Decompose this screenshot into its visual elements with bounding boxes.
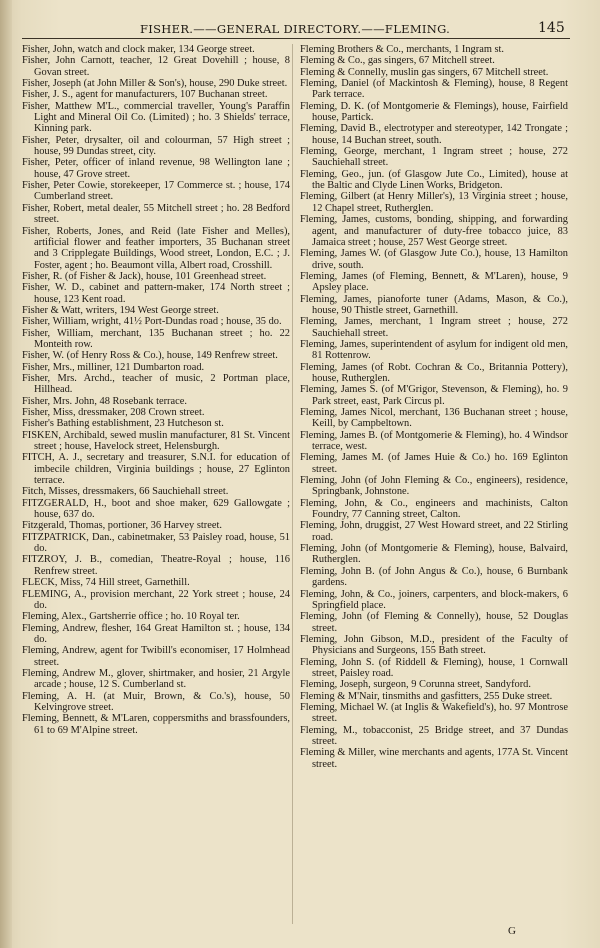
directory-entry: Fisher, Peter, officer of inland revenue, 98 Wellington lane ; house, 47 Grove street. (22, 157, 290, 180)
running-title: FISHER.——GENERAL DIRECTORY.——FLEMING. (140, 22, 451, 36)
directory-entry: Fisher's Bathing establishment, 23 Hutcheson st. (22, 418, 224, 430)
directory-entry: Fleming, John, druggist, 27 West Howard street, and 22 Stirling road. (300, 520, 568, 543)
directory-entry: Fisher, John, watch and clock maker, 134 George street. (22, 44, 255, 55)
directory-entry: Fleming, D. K. (of Montgomerie & Flemings), house, Fairfield house, Partick. (300, 100, 568, 124)
directory-entry: Fleming, Andrew, agent for Twibill's economiser, 17 Holmhead street. (22, 645, 290, 668)
directory-entry: Fleming, James, pianoforte tuner (Adams, Mason, & Co.), house, 90 Thistle street, Garnethill. (300, 293, 568, 316)
directory-entry: Fleming, James S. (of M'Grigor, Stevenson, & Fleming), ho. 9 Park street, east, Park Circus pl. (300, 384, 568, 407)
directory-entry: Fisher, Peter Cowie, storekeeper, 17 Commerce st. ; house, 174 Cumberland street. (22, 180, 290, 203)
directory-entry: Fleming, John (of John Fleming & Co., engineers), residence, Springbank, Johnstone. (300, 475, 568, 498)
directory-entry: Fisher, J. S., agent for manufacturers, 107 Buchanan street. (22, 89, 268, 101)
directory-entry: Fisher, Mrs. Archd., teacher of music, 2 Portman place, Hillhead. (22, 372, 290, 396)
directory-entry: Fleming, Alex., Gartsherrie office ; ho. 10 Royal ter. (22, 611, 240, 623)
signature-mark: G (508, 925, 516, 937)
page-number: 145 (538, 20, 565, 36)
directory-entry: Fleming, Joseph, surgeon, 9 Corunna street, Sandyford. (300, 679, 531, 691)
directory-entry: Fleming, James M. (of James Huie & Co.) ho. 169 Eglinton street. (300, 452, 568, 475)
directory-entry: Fleming, James, superintendent of asylum for indigent old men, 81 Rottenrow. (300, 338, 568, 362)
directory-entry: Fleming, Andrew, flesher, 164 Great Hamilton st. ; house, 134 do. (22, 622, 290, 645)
directory-entry: Fleming, James B. (of Montgomerie & Fleming), ho. 4 Windsor terrace, west. (300, 429, 568, 453)
directory-entry: Fisher, Peter, drysalter, oil and colourman, 57 High street ; house, 99 Dundas street, city. (22, 134, 290, 158)
directory-entry: Fisher & Watt, writers, 194 West George street. (22, 304, 219, 316)
directory-entry: Fleming, John S. (of Riddell & Fleming), house, 1 Cornwall street, Paisley road. (300, 656, 568, 679)
column-divider (292, 44, 293, 924)
directory-entry: Fleming & Connelly, muslin gas singers, 67 Mitchell street. (300, 66, 549, 78)
directory-entry: Fleming, David B., electrotyper and stereotyper, 142 Trongate ; house, 14 Buchan street, south. (300, 123, 568, 146)
directory-entry: Fleming, John B. (of John Angus & Co.), house, 6 Burnbank gardens. (300, 565, 568, 589)
directory-entry: Fisher, Matthew M'L., commercial traveller, Young's Paraffin Light and Mineral Oil Co. (Limited) ; ho. 3 Shields' terrace, Kinning park. (22, 100, 290, 135)
directory-entry: Fitzgerald, Thomas, portioner, 36 Harvey street. (22, 520, 222, 532)
directory-entry: Fitch, Misses, dressmakers, 66 Sauchiehall street. (22, 486, 229, 498)
directory-entry: Fleming, John, & Co., engineers and machinists, Calton Foundry, 77 Canning street, Calton. (300, 497, 568, 521)
directory-entry: Fleming & M'Nair, tinsmiths and gasfitters, 255 Duke street. (300, 690, 553, 702)
directory-entry: Fisher, Robert, metal dealer, 55 Mitchell street ; ho. 28 Bedford street. (22, 202, 290, 226)
directory-entry: Fleming, James W. (of Glasgow Jute Co.), house, 13 Hamilton drive, south. (300, 248, 568, 271)
directory-entry: Fleming, James, merchant, 1 Ingram street ; house, 272 Sauchiehall street. (300, 316, 568, 339)
directory-entry: Fleming, A. H. (at Muir, Brown, & Co.'s), house, 50 Kelvingrove street. (22, 690, 290, 713)
directory-entry: Fisher, Roberts, Jones, and Reid (late Fisher and Melles), artificial flower and feather importers, 35 Buchanan street and 3 Cripplegate Buildings, Wood street, London, E.C. ; J. Foster, agent ; ho. Beaumont villa, Albert road, Crosshill. (22, 225, 290, 271)
directory-entry: Fleming, John (of Montgomerie & Fleming), house, Balvaird, Rutherglen. (300, 543, 568, 566)
directory-entry: Fleming, Michael W. (at Inglis & Wakefield's), ho. 97 Montrose street. (300, 701, 568, 725)
directory-entry: Fisher, Mrs., milliner, 121 Dumbarton road. (22, 361, 205, 373)
directory-entry: Fleming, John Gibson, M.D., president of the Faculty of Physicians and Surgeons, 155 Bath street. (300, 633, 568, 657)
right-column (300, 44, 568, 770)
directory-entry: Fisher, William, wright, 41½ Port-Dundas road ; house, 35 do. (22, 316, 282, 328)
left-column (22, 44, 290, 736)
directory-entry: Fleming, George, merchant, 1 Ingram street ; house, 272 Sauchiehall street. (300, 146, 568, 169)
directory-entry: Fleming Brothers & Co., merchants, 1 Ingram st. (300, 44, 505, 55)
directory-entry: Fisher, Mrs. John, 48 Rosebank terrace. (22, 395, 187, 407)
directory-entry: FITZGERALD, H., boot and shoe maker, 629 Gallowgate ; house, 637 do. (22, 497, 290, 521)
directory-entry: Fleming, James (of Robt. Cochran & Co., Britannia Pottery), house, Rutherglen. (300, 361, 568, 384)
header-rule (22, 38, 570, 39)
directory-entry: Fisher, William, merchant, 135 Buchanan street ; ho. 22 Monteith row. (22, 327, 290, 350)
directory-entry: Fisher, W. D., cabinet and pattern-maker, 174 North street ; house, 123 Kent road. (22, 282, 290, 305)
directory-entry: Fleming, John (of Fleming & Connelly), house, 52 Douglas street. (300, 611, 568, 634)
directory-entry: FITCH, A. J., secretary and treasurer, S.N.I. for education of imbecile children, Virginia buildings ; house, 27 Eglinton terrace. (22, 452, 290, 487)
directory-entry: FISKEN, Archibald, sewed muslin manufacturer, 81 St. Vincent street ; house, Havelock street, Helensburgh. (22, 429, 290, 453)
directory-entry: Fleming, M., tobacconist, 25 Bridge street, and 37 Dundas street. (300, 724, 568, 747)
directory-entry: Fleming, Geo., jun. (of Glasgow Jute Co., Limited), house at the Baltic and Clyde Linen Works, Bridgeton. (300, 168, 568, 192)
directory-entry: Fisher, R. (of Fisher & Jack), house, 101 Greenhead street. (22, 270, 267, 282)
directory-entry: FITZROY, J. B., comedian, Theatre-Royal ; house, 116 Renfrew street. (22, 554, 290, 577)
directory-entry: Fleming, James (of Fleming, Bennett, & M'Laren), house, 9 Apsley place. (300, 270, 568, 294)
directory-entry: Fleming & Miller, wine merchants and agents, 177A St. Vincent street. (300, 747, 568, 770)
directory-entry: Fisher, W. (of Henry Ross & Co.), house, 149 Renfrew street. (22, 350, 278, 362)
directory-entry: Fleming, James Nicol, merchant, 136 Buchanan street ; house, Keill, by Campbeltown. (300, 407, 568, 430)
binding-gutter (0, 0, 12, 948)
directory-entry: FLEMING, A., provision merchant, 22 York street ; house, 24 do. (22, 588, 290, 611)
directory-entry: Fisher, Miss, dressmaker, 208 Crown street. (22, 407, 205, 418)
directory-entry: Fisher, John Carnott, teacher, 12 Great Dovehill ; house, 8 Govan street. (22, 55, 290, 78)
directory-entry: FLECK, Miss, 74 Hill street, Garnethill. (22, 577, 190, 589)
directory-entry: Fleming, John, & Co., joiners, carpenters, and block-makers, 6 Springfield place. (300, 588, 568, 611)
directory-entry: Fleming, Gilbert (at Henry Miller's), 13 Virginia street ; house, 12 Chapel street, Rutherglen. (300, 191, 568, 214)
directory-entry: Fleming & Co., gas singers, 67 Mitchell street. (300, 55, 495, 67)
directory-entry: Fisher, Joseph (at John Miller & Son's), house, 290 Duke street. (22, 78, 288, 90)
directory-entry: Fleming, Andrew M., glover, shirtmaker, and hosier, 21 Argyle arcade ; house, 12 S. Cumberland st. (22, 667, 290, 691)
directory-entry: Fleming, Daniel (of Mackintosh & Fleming), house, 8 Regent Park terrace. (300, 78, 568, 101)
directory-entry: Fleming, James, customs, bonding, shipping, and forwarding agent, and manufacturer of duty-free tobacco juice, 83 Jamaica street ; house, 257 West George street. (300, 214, 568, 248)
directory-entry: FITZPATRICK, Dan., cabinetmaker, 53 Paisley road, house, 51 do. (22, 531, 290, 555)
directory-entry: Fleming, Bennett, & M'Laren, coppersmiths and brassfounders, 61 to 69 M'Alpine street. (22, 713, 290, 736)
